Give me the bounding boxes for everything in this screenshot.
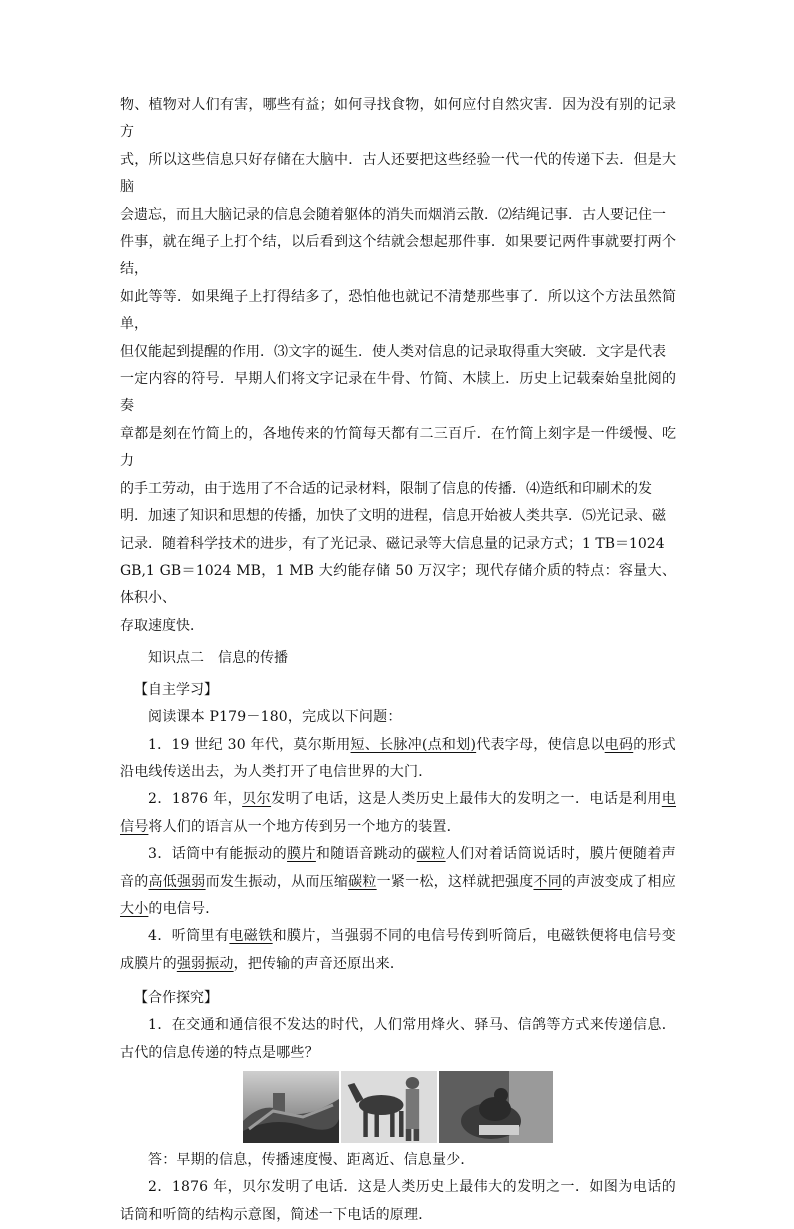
q3-answer-2: 碳粒 [416,846,446,863]
coop-q2-text: 2．1876 年，贝尔发明了电话．这是人类历史上最伟大的发明之一．如图为电话的话筒 [120,1179,676,1223]
self-study-lead: 阅读课本 P179－180，完成以下问题： [148,709,402,726]
illustration-strip [120,1071,676,1143]
question-1 [120,732,676,787]
question-3 [120,841,676,923]
q2-answer-2: 电信号 [120,791,676,835]
beacon-tower-photo [243,1071,339,1143]
text-line: 但仅能起到提醒的作用．⑶文字的诞生．使人类对信息的记录取得重大突破．文字是代表 [120,343,666,360]
coop-q1-text: 代的信息传递的特点是哪些？ [134,1044,319,1061]
text-line: GB,1 GB＝1024 MB，1 MB 大约能存储 50 万汉字；现代存储介质的特点：容量大、体积小、 [120,562,676,607]
text-line: 的手工劳动，由于选用了不合适的记录材料，限制了信息的传播．⑷造纸和印刷术的发 [120,480,652,497]
q3-text: 的声波变成了相应 [562,873,676,890]
q1-text: 线传送出去，为人类打开了电信世界的大门． [148,763,433,780]
q1-text: 代表字母，使信息以 [476,736,605,753]
q3-answer-6: 大小 [120,900,149,917]
q3-answer-1: 膜片 [287,846,316,863]
text-line: 记录．随着科学技术的进步，有了光记录、磁记录等大信息量的记录方式；1 TB＝1024 [120,535,665,552]
q3-text: 的 [134,873,149,890]
question-4 [120,923,676,978]
horse-courier-photo [341,1071,437,1143]
document-page [120,92,676,1229]
q1-answer-1: 短、长脉冲(点和划) [350,736,477,753]
section-label: 知识点二 [148,650,204,667]
q4-text: 和膜片，当强弱不同的电信号传到听筒后，电磁铁便将电信号变成 [120,928,676,972]
text-line: 存取速度快． [120,617,204,634]
q4-answer-2: 强弱振动 [176,955,234,972]
text-line: 件事，就在绳子上打个结，以后看到这个结就会想起那件事．如果要记两件事就要打两个结， [120,234,676,278]
q3-text: 一紧一松，这样就把强度 [376,873,534,890]
coop-question-1 [120,1012,676,1067]
section-title [120,646,676,670]
q2-text: 将人们的语言从一个地方传到另一个地方的装置． [148,818,461,835]
self-study-heading: 【自主学习】 [134,682,218,699]
q3-answer-4: 碳粒 [348,873,377,890]
q3-answer-3: 高低强弱 [148,873,206,890]
intro-paragraph [120,92,676,640]
coop-q2-text: 和听筒的结构示意图，简述一下电话的原理． [148,1206,433,1223]
coop-answer-1: 答：早期的信息，传播速度慢、距离近、信息量少． [148,1152,475,1168]
q3-text: 和随语音跳动的 [315,846,417,863]
q2-text: 发明了电话，这是人类历史上最伟大的发明之一．电话是利用 [271,791,662,808]
q2-text: 2．1876 年， [148,791,243,808]
q4-text: ，把传输的声音还原出来． [233,955,405,972]
q3-answer-5: 不同 [533,873,562,890]
text-line: 明．加速了知识和思想的传播，加快了文明的进程，信息开始被人类共享．⑸光记录、磁 [120,508,666,525]
q3-text: 的电信号． [148,900,220,917]
q4-answer-1: 电磁铁 [229,928,273,945]
text-line: 会遗忘，而且大脑记录的信息会随着躯体的消失而烟消云散．⑵结绳记事．古人要记住一 [120,206,666,223]
q3-text: 而发生振动，从而压缩 [205,873,349,890]
text-line: 式，所以这些信息只好存储在大脑中．古人还要把这些经验一代一代的传递下去．但是大脑 [120,151,676,196]
q4-text: 膜片的 [134,955,177,972]
q1-text: 的形式沿电 [120,736,676,780]
q1-text: 1．19 世纪 30 年代，莫尔斯用 [148,736,351,753]
q3-text: 3．话筒中有能振动的 [148,846,288,863]
section-name: 信息的传播 [218,650,288,667]
text-line: 章都是刻在竹简上的，各地传来的竹简每天都有二三百斤．在竹简上刻字是一件缓慢、吃力 [120,425,676,470]
coop-question-2 [120,1174,676,1229]
text-line: 一定内容的符号．早期人们将文字记录在牛骨、竹简、木牍上．历史上记载秦始皇批阅的奏 [120,371,676,415]
q1-answer-2: 电码 [604,736,634,753]
q3-text: 人们对着话筒说话时，膜片便随着声音 [120,846,676,890]
coop-q1-text: 1．在交通和通信很不发达的时代，人们常用烽火、驿马、信鸽等方式来传递信息．古 [120,1017,676,1061]
q4-text: 4．听筒里有 [148,928,230,945]
coop-heading: 【合作探究】 [134,990,218,1007]
q2-answer-1: 贝尔 [242,791,272,808]
text-line: 物、植物对人们有害，哪些有益；如何寻找食物，如何应付自然灾害．因为没有别的记录方 [120,97,676,141]
text-line: 如此等等．如果绳子上打得结多了，恐怕他也就记不清楚那些事了．所以这个方法虽然简单， [120,288,676,333]
question-2 [120,786,676,841]
carrier-pigeon-photo [439,1071,553,1143]
